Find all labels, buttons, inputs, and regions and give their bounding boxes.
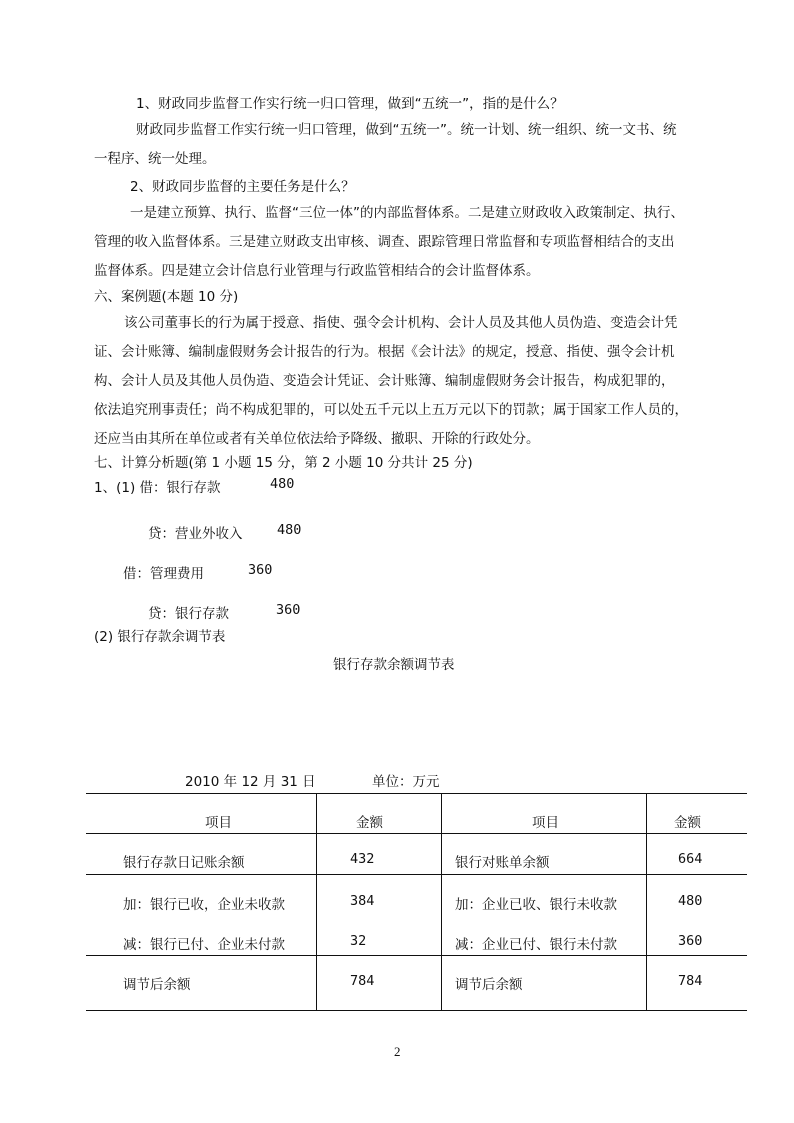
table-cell: 调节后余额 — [123, 977, 191, 993]
section-6-line: 构、会计人员及其他人员伪造、变造会计凭证、会计账簿、编制虚假财务会计报告，构成犯罪的， — [94, 373, 675, 389]
table-cell: 加：银行已收，企业未收款 — [123, 897, 285, 913]
table-cell: 360 — [678, 933, 703, 949]
answer-2-line: 一是建立预算、执行、监督“三位一体”的内部监督体系。二是建立财政收入政策制定、执行、 — [130, 205, 684, 221]
table-header-cell: 金额 — [674, 815, 701, 831]
answer-1-line: 财政同步监督工作实行统一归口管理，做到“五统一”。统一计划、统一组织、统一文书、统 — [136, 122, 677, 138]
table-rule — [86, 874, 747, 875]
answer-1 — [94, 116, 677, 174]
table-header-cell: 项目 — [205, 815, 232, 831]
table-cell: 384 — [350, 893, 375, 909]
table-cell: 调节后余额 — [455, 977, 523, 993]
journal-entry-label: 借：管理费用 — [123, 566, 204, 582]
journal-entry-amount: 360 — [248, 562, 273, 578]
section-7-subheading: (2) 银行存款余调节表 — [94, 629, 226, 645]
table-cell: 银行对账单余额 — [455, 855, 550, 871]
answer-1-line: 一程序、统一处理。 — [94, 151, 216, 167]
section-6-line: 依法追究刑事责任；尚不构成犯罪的，可以处五千元以上五万元以下的罚款；属于国家工作人员的， — [94, 402, 688, 418]
table-cell: 432 — [350, 851, 375, 867]
page-number: 2 — [394, 1044, 401, 1059]
table-date: 2010 年 12 月 31 日 — [185, 774, 316, 790]
table-unit: 单位：万元 — [372, 774, 440, 790]
table-cell: 减：银行已付、企业未付款 — [123, 937, 285, 953]
question-2: 2、财政同步监督的主要任务是什么？ — [130, 179, 355, 195]
table-rule — [86, 833, 747, 834]
table-cell: 480 — [678, 893, 703, 909]
table-cell: 银行存款日记账余额 — [123, 855, 245, 871]
table-cell: 加：企业已收、银行未收款 — [455, 897, 617, 913]
question-1: 1、财政同步监督工作实行统一归口管理，做到“五统一”，指的是什么？ — [136, 96, 564, 112]
table-rule — [86, 793, 747, 794]
section-6-body — [94, 309, 688, 454]
table-cell: 减：企业已付、银行未付款 — [455, 937, 617, 953]
table-cell: 784 — [678, 973, 703, 989]
journal-entry-amount: 360 — [276, 602, 301, 618]
section-6-heading: 六、案例题(本题 10 分) — [94, 289, 239, 305]
table-header-cell: 项目 — [532, 815, 559, 831]
table-rule — [316, 793, 317, 1010]
journal-entry-label: 1、(1) 借：银行存款 — [94, 480, 221, 496]
table-rule — [86, 1010, 747, 1011]
journal-entry-label: 贷：银行存款 — [148, 606, 229, 622]
table-title: 银行存款余额调节表 — [333, 657, 455, 673]
answer-2 — [94, 199, 684, 286]
table-cell: 32 — [350, 933, 367, 949]
section-7-heading: 七、计算分析题(第 1 小题 15 分，第 2 小题 10 分共计 25 分) — [94, 455, 473, 471]
journal-entry-amount: 480 — [270, 476, 295, 492]
table-rule — [86, 955, 747, 956]
section-6-line: 该公司董事长的行为属于授意、指使、强令会计机构、会计人员及其他人员伪造、变造会计凭 — [124, 315, 678, 331]
answer-2-line: 管理的收入监督体系。三是建立财政支出审核、调查、跟踪管理日常监督和专项监督相结合的支出 — [94, 234, 675, 250]
table-cell: 784 — [350, 973, 375, 989]
journal-entry-label: 贷：营业外收入 — [148, 526, 243, 542]
answer-2-line: 监督体系。四是建立会计信息行业管理与行政监管相结合的会计监督体系。 — [94, 263, 540, 279]
section-6-line: 证、会计账簿、编制虚假财务会计报告的行为。根据《会计法》的规定，授意、指使、强令会计机 — [94, 344, 675, 360]
table-cell: 664 — [678, 851, 703, 867]
table-rule — [646, 793, 647, 1010]
table-rule — [441, 793, 442, 1010]
section-6-line: 还应当由其所在单位或者有关单位依法给予降级、撤职、开除的行政处分。 — [94, 431, 540, 447]
journal-entry-amount: 480 — [277, 522, 302, 538]
table-header-cell: 金额 — [356, 815, 383, 831]
